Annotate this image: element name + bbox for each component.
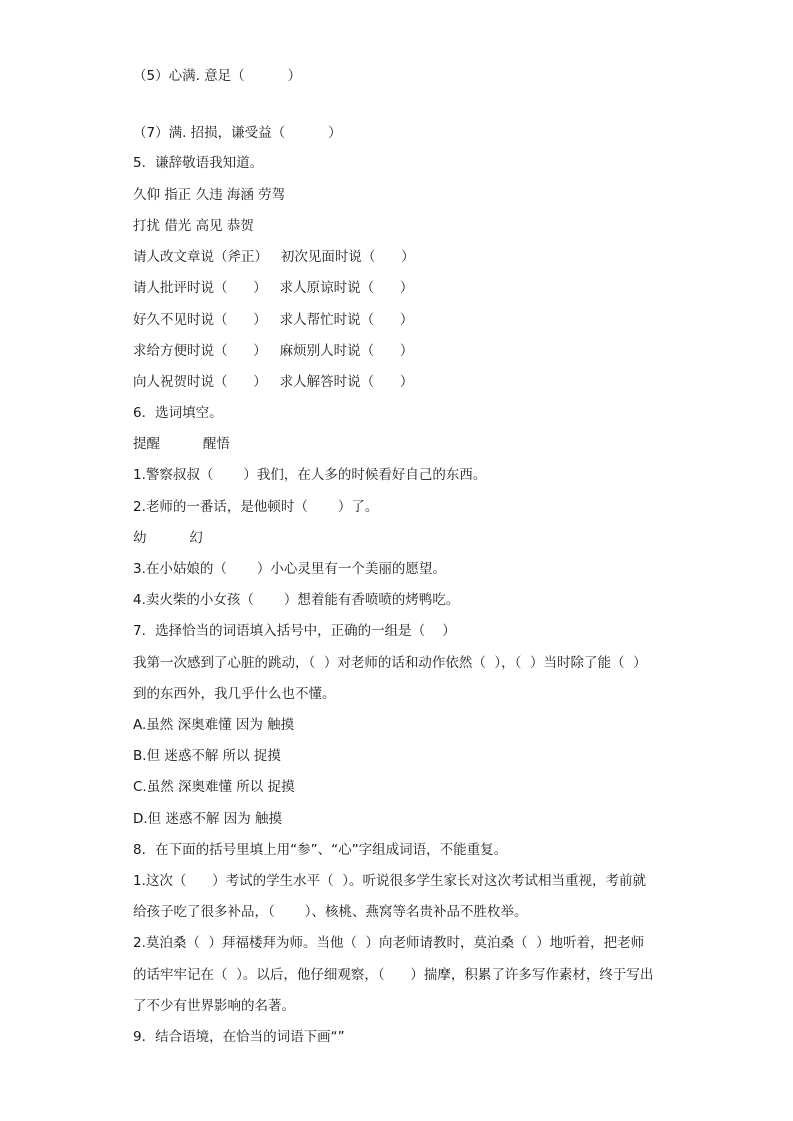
- question-8-heading: 8．在下面的括号里填上用“参”、“心”字组成词语，不能重复。: [133, 842, 508, 858]
- phrase-row-3: 好久不见时说（ ） 求人帮忙时说（ ）: [133, 312, 414, 328]
- option-b: B.但 迷惑不解 所以 捉摸: [133, 748, 281, 764]
- question-6-heading: 6．选词填空。: [133, 405, 223, 421]
- fill-sentence-2: 2.老师的一番话，是他顿时（ ）了。: [133, 499, 379, 515]
- option-d: D.但 迷惑不解 因为 触摸: [133, 811, 283, 827]
- passage-8-2-line-3: 了不少有世界影响的名著。: [133, 998, 295, 1014]
- word-bank-line-2: 打扰 借光 高见 恭贺: [133, 218, 254, 234]
- item-5-xinman: （5）心满. 意足（ ）: [133, 68, 302, 84]
- passage-8-2-line-2: 的话牢牢记在（ ）。以后，他仔细观察，（ ）揣摩，积累了许多写作素材，终于写出: [133, 967, 654, 983]
- question-9-heading: 9．结合语境，在恰当的词语下画“”: [133, 1029, 345, 1045]
- passage-8-1-line-1: 1.这次（ ）考试的学生水平（ ）。听说很多学生家长对这次考试相当重视，考前就: [133, 873, 646, 889]
- phrase-row-1: 请人改文章说（斧正） 初次见面时说（ ）: [133, 249, 415, 265]
- passage-7-line-2: 到的东西外，我几乎什么也不懂。: [133, 686, 336, 702]
- word-pair-you-huan: 幼 幻: [133, 530, 203, 546]
- phrase-row-4: 求给方便时说（ ） 麻烦别人时说（ ）: [133, 343, 414, 359]
- item-7-manzhaosun: （7）满. 招损，谦受益（ ）: [133, 125, 342, 141]
- question-7-heading: 7．选择恰当的词语填入括号中，正确的一组是（ ）: [133, 623, 456, 639]
- passage-8-2-line-1: 2.莫泊桑（ ）拜福楼拜为师。当他（ ）向老师请教时，莫泊桑（ ）地听着，把老师: [133, 935, 645, 951]
- fill-sentence-3: 3.在小姑娘的（ ）小心灵里有一个美丽的愿望。: [133, 561, 446, 577]
- phrase-row-5: 向人祝贺时说（ ） 求人解答时说（ ）: [133, 374, 414, 390]
- word-bank-line-1: 久仰 指正 久违 海涵 劳驾: [133, 187, 286, 203]
- option-c: C.虽然 深奥难懂 所以 捉摸: [133, 779, 295, 795]
- phrase-row-2: 请人批评时说（ ） 求人原谅时说（ ）: [133, 280, 414, 296]
- option-a: A.虽然 深奥难懂 因为 触摸: [133, 717, 295, 733]
- question-5-heading: 5．谦辞敬语我知道。: [133, 155, 264, 171]
- fill-sentence-4: 4.卖火柴的小女孩（ ）想着能有香喷喷的烤鸭吃。: [133, 592, 460, 608]
- passage-8-1-line-2: 给孩子吃了很多补品，（ ）、核桃、燕窝等名贵补品不胜枚举。: [133, 904, 528, 920]
- fill-sentence-1: 1.警察叔叔（ ）我们，在人多的时候看好自己的东西。: [133, 467, 487, 483]
- passage-7-line-1: 我第一次感到了心脏的跳动，（ ）对老师的话和动作依然（ ），（ ）当时除了能（ ）: [133, 655, 647, 671]
- word-pair-tixing-xingwu: 提醒 醒悟: [133, 436, 230, 452]
